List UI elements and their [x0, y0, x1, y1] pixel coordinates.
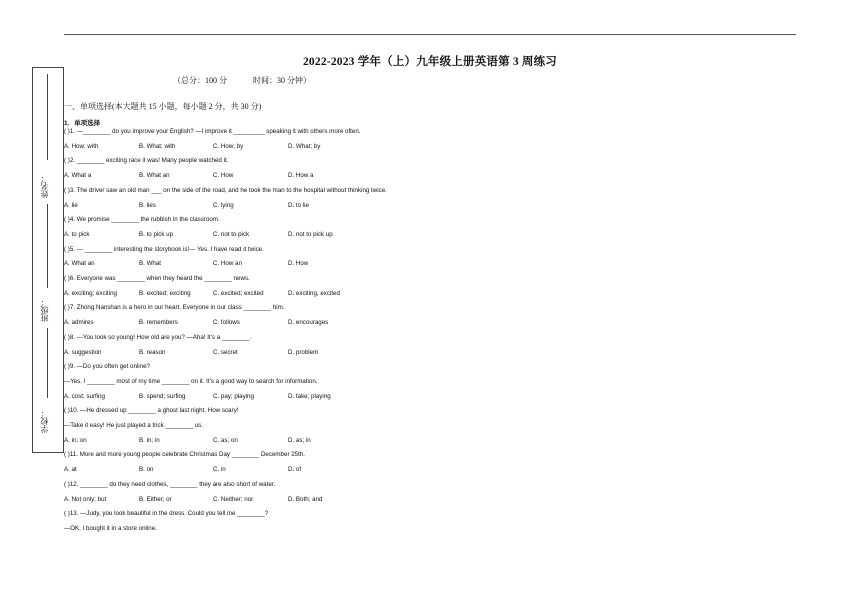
- answer-option: C. not to pick: [213, 230, 250, 238]
- subsection-heading: 1．单项选择: [64, 120, 101, 127]
- question-text: —OK. I bought it in a store online.: [64, 524, 157, 532]
- answer-option: C. in: [213, 466, 226, 474]
- answer-option: B. What an: [139, 172, 170, 180]
- answer-option: C. How an: [213, 260, 242, 268]
- top-rule: [64, 34, 796, 35]
- name-line: [47, 74, 48, 160]
- answer-option: B. What: [139, 260, 162, 268]
- answer-option: A. at: [64, 466, 77, 474]
- class-line: [47, 204, 48, 288]
- answer-option: B. Either; or: [139, 495, 172, 503]
- question-text: ( )13. —Judy, you look beautiful in the dress. Could you tell me ________?: [64, 510, 269, 518]
- student-info-box: [32, 67, 64, 453]
- answer-option: B. spend; surfing: [139, 392, 186, 400]
- answer-option: A. in; on: [64, 436, 87, 444]
- total-score: （总分：100 分: [173, 76, 227, 85]
- question-text: ( )3. The driver saw an old man ___ on the side of the road, and he took the man to the hospital without thinking twice.: [64, 186, 387, 194]
- answer-option: C. excited; excited: [213, 289, 264, 297]
- school-label: 学校：: [40, 409, 49, 433]
- question-text: —Yes. I ________ most of my time ________ on it. It’s a good way to search for information.: [64, 377, 318, 385]
- question-text: ( )7. Zhong Nanshan is a hero in our heart. Everyone in our class ________ him.: [64, 304, 285, 312]
- question-text: ( )1. —________ do you improve your English? —I improve it _________ speaking it with others more often.: [64, 128, 361, 135]
- answer-option: D. of: [288, 466, 302, 474]
- answer-option: B. reason: [139, 348, 166, 356]
- name-label: 姓名：: [40, 174, 49, 198]
- school-line: [47, 328, 48, 398]
- answer-option: D. to lie: [288, 201, 309, 209]
- answer-option: C. How: [213, 172, 234, 180]
- answer-option: A. What an: [64, 260, 95, 268]
- answer-option: B. lies: [139, 201, 156, 209]
- answer-option: B. excited; exciting: [139, 289, 191, 297]
- question-text: —Take it easy! He just played a trick ________ us.: [64, 422, 203, 429]
- answer-option: C. pay; playing: [213, 392, 254, 400]
- question-text: ( )2. ________ exciting race it was! Many people watched it.: [64, 157, 229, 165]
- answer-option: A. to pick: [64, 230, 90, 238]
- answer-option: C. follows: [213, 319, 240, 327]
- page-title: 2022-2023 学年（上）九年级上册英语第 3 周练习: [302, 56, 557, 68]
- time-limit: 时间：30 分钟）: [253, 76, 311, 85]
- answer-option: D. not to pick up: [288, 230, 333, 238]
- answer-option: B. What; with: [139, 142, 176, 150]
- answer-option: A. How; with: [64, 142, 99, 150]
- answer-option: C. Neither; nor: [213, 495, 254, 503]
- answer-option: D. take; playing: [288, 392, 331, 400]
- answer-option: C. How; by: [213, 142, 244, 150]
- question-text: ( )6. Everyone was ________ when they heard the ________ news.: [64, 275, 250, 282]
- answer-option: D. Both; and: [288, 495, 323, 503]
- answer-option: D. What; by: [288, 142, 321, 150]
- question-text: ( )12. ________ do they need clothes, ________ they are also short of water.: [64, 480, 276, 488]
- question-text: ( )10. —He dressed up ________ a ghost last night. How scary!: [64, 407, 239, 415]
- answer-option: C. lying: [213, 201, 234, 209]
- class-label: 班级：: [40, 298, 49, 322]
- answer-option: B. in; in: [139, 436, 160, 444]
- answer-option: A. admires: [64, 319, 94, 327]
- answer-option: B. to pick up: [139, 230, 174, 238]
- answer-option: A. suggestion: [64, 348, 102, 356]
- answer-option: C. as; on: [213, 436, 238, 444]
- answer-option: A. exciting; exciting: [64, 289, 117, 297]
- answer-option: A. cost; surfing: [64, 392, 105, 400]
- answer-option: D. How: [288, 260, 309, 268]
- answer-option: A. Not only; but: [64, 495, 107, 503]
- answer-option: D. How a: [288, 172, 314, 180]
- question-text: ( )8. —You look so young! How old are you? —Aha! It’s a ________.: [64, 333, 252, 341]
- answer-option: B. on: [139, 466, 154, 474]
- answer-option: C. secret: [213, 348, 238, 356]
- question-text: ( )9. —Do you often get online?: [64, 363, 150, 371]
- answer-option: D. problem: [288, 348, 319, 356]
- answer-option: D. exciting, excited: [288, 289, 340, 297]
- answer-option: D. encourages: [288, 319, 329, 327]
- answer-option: A. lie: [64, 201, 78, 209]
- exam-info: [173, 75, 335, 86]
- section-heading: 一、单项选择(本大题共 15 小题，每小题 2 分，共 30 分): [64, 102, 262, 111]
- question-text: ( )11. More and more young people celebrate Christmas Day ________ December 25th.: [64, 451, 305, 459]
- question-text: ( )4. We promise ________ the rubbish in the classroom.: [64, 216, 220, 224]
- answer-option: A. What a: [64, 172, 92, 180]
- answer-option: D. as; in: [288, 436, 311, 444]
- question-text: ( )5. — ________ interesting the storybook is!— Yes. I have read it twice.: [64, 245, 264, 253]
- answer-option: B. remembers: [139, 319, 178, 327]
